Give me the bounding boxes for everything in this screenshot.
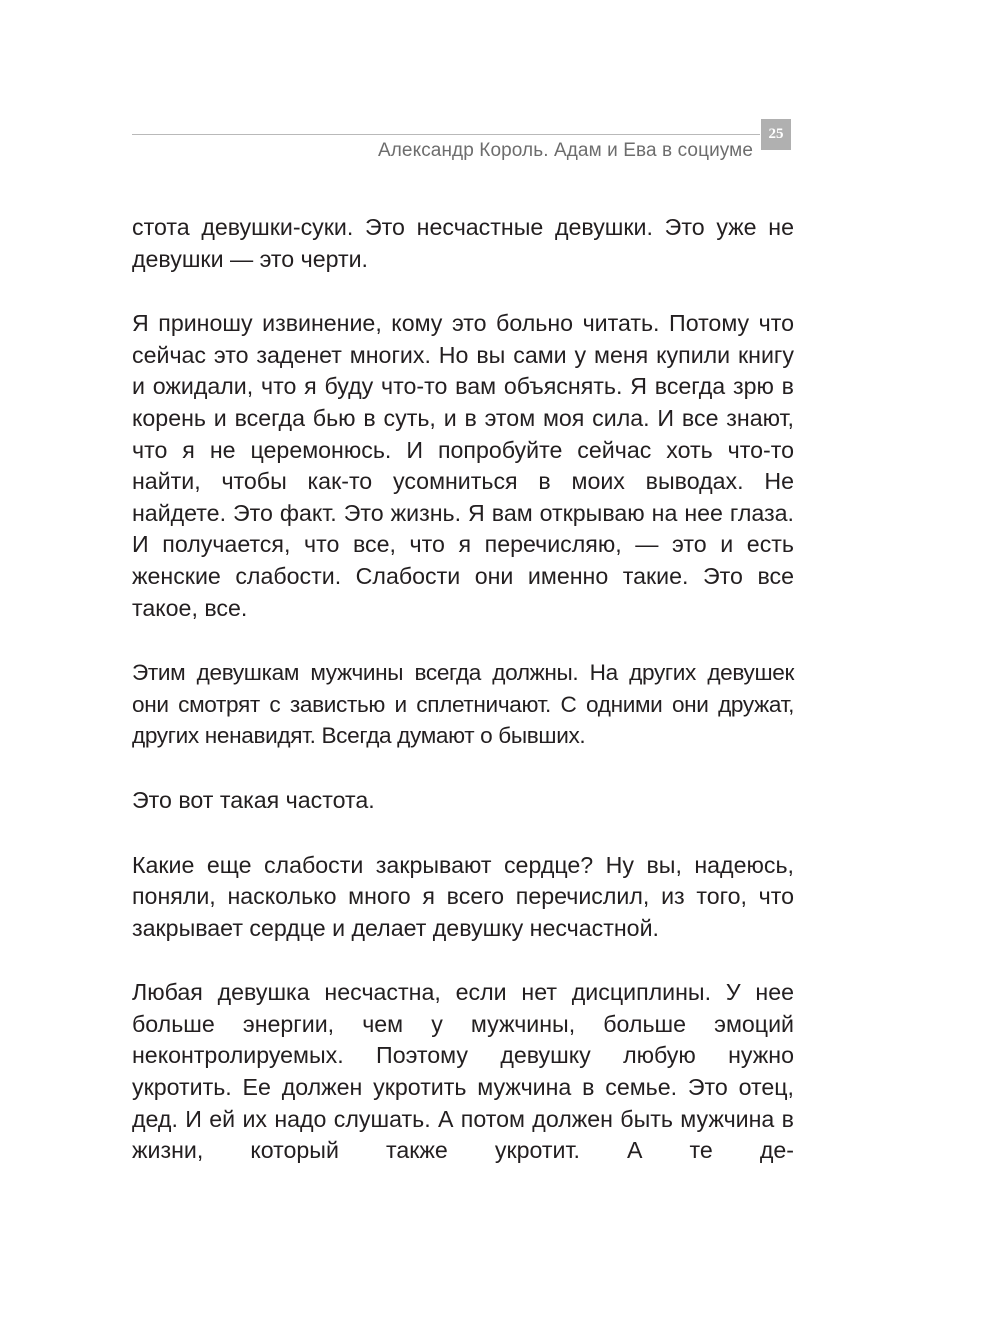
page-number-badge: 25 [761, 119, 791, 150]
paragraph: Этим девушкам мужчины всегда должны. На других девушек они смотрят с завистью и сплетничают. С одними они дружат, других ненавидят. Всегда думают о бывших. [132, 660, 794, 749]
paragraph: Какие еще слабости закрывают сердце? Ну вы, надеюсь, поняли, насколько много я всего перечислил, из того, что закрывает сердце и делает девушку несчастной. [132, 851, 794, 941]
paragraph: Это вот такая частота. [132, 786, 375, 813]
paragraph: Любая девушка несчастна, если нет дисциплины. У нее больше энергии, чем у мужчины, больше эмоций неконтролируемых. Поэтому девушку любую нужно укротить. Ее должен укротить мужчина в семье. Это отец, дед. И ей их надо слушать. А потом должен быть мужчина в жизни, который также укротит. А те де- [132, 979, 794, 1164]
header-rule [132, 134, 760, 135]
body-text [132, 212, 794, 1200]
paragraph: стота девушки-суки. Это несчастные девушки. Это уже не девушки — это черти. [132, 214, 794, 272]
running-head: Александр Король. Адам и Ева в социуме [377, 140, 753, 161]
paragraph: Я приношу извинение, кому это больно читать. Потому что сейчас это заденет многих. Но вы сами у меня купили книгу и ожидали, что я буду что-то вам объяснять. Я всегда зрю в корень и всегда бью в суть, и в этом моя сила. И все знают, что я не церемонюсь. И попробуйте сейчас хоть что-то найти, чтобы как-то усомниться в моих выводах. Не найдете. Это факт. Это жизнь. Я вам открываю на нее глаза. И получается, что все, что я перечисляю, — это и есть женские слабости. Слабости они именно такие. Это все такое, все. [132, 310, 794, 621]
